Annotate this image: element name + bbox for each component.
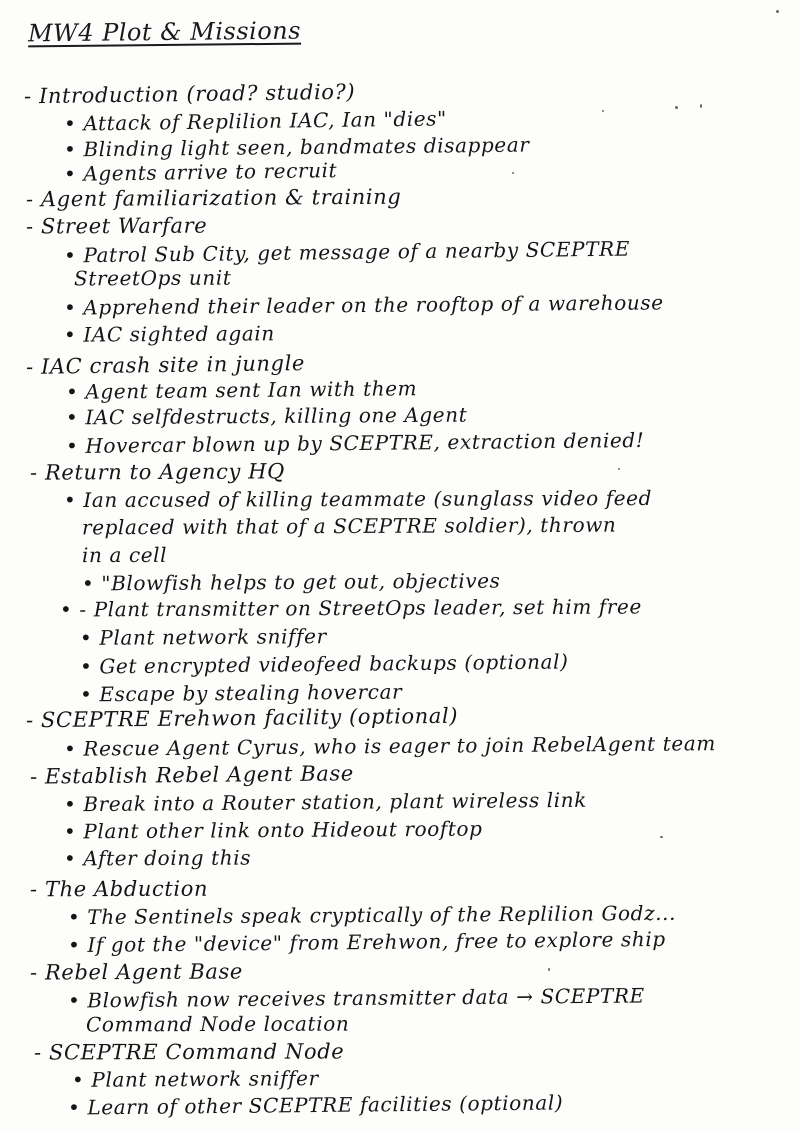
note-line: - SCEPTRE Erehwon facility (optional) [25, 703, 459, 733]
note-line: • Break into a Router station, plant wireless link [63, 787, 588, 817]
note-line: - The Abduction [29, 876, 209, 902]
scan-speck [618, 468, 620, 470]
note-line: • Apprehend their leader on the rooftop of a warehouse [63, 290, 664, 320]
note-line: • Plant other link onto Hideout rooftop [63, 816, 483, 844]
scan-speck [675, 106, 678, 109]
scan-speck [602, 110, 604, 112]
note-line: • Ian accused of killing teammate (sunglass video feed [63, 485, 653, 513]
note-line: • Blinding light seen, bandmates disappear [63, 132, 530, 162]
note-line: • Rescue Agent Cyrus, who is eager to join RebelAgent team [63, 731, 716, 761]
note-line: in a cell [81, 542, 168, 568]
note-line: • Hovercar blown up by SCEPTRE, extraction denied! [65, 427, 645, 459]
note-line: • If got the "device" from Erehwon, free to explore ship [67, 926, 666, 958]
note-line: - Agent familiarization & training [25, 184, 402, 212]
note-line: • "Blowfish helps to get out, objectives [81, 568, 501, 596]
scan-speck [700, 104, 702, 108]
note-line: StreetOps unit [73, 265, 232, 291]
note-line: - Introduction (road? studio?) [23, 79, 356, 109]
note-line: Command Node location [85, 1011, 350, 1037]
note-line: • Learn of other SCEPTRE facilities (optional) [67, 1090, 564, 1120]
note-line: - SCEPTRE Command Node [33, 1039, 345, 1065]
page-title: MW4 Plot & Missions [27, 16, 302, 48]
note-line: • Plant network sniffer [79, 624, 327, 650]
scan-speck [776, 10, 779, 13]
note-line: • After doing this [63, 845, 252, 871]
note-line: • Agent team sent Ian with them [65, 376, 418, 404]
note-line: - IAC crash site in jungle [25, 351, 306, 379]
note-line: • Patrol Sub City, get message of a nearby SCEPTRE [63, 236, 631, 268]
note-line: • IAC selfdestructs, killing one Agent [65, 402, 468, 430]
note-line: • Plant network sniffer [71, 1066, 319, 1092]
note-line: • Blowfish now receives transmitter data → SCEPTRE [67, 983, 645, 1013]
note-line: - Street Warfare [25, 213, 208, 239]
note-line: - Rebel Agent Base [29, 959, 243, 985]
note-line: - Return to Agency HQ [29, 459, 286, 485]
scan-speck [660, 836, 663, 838]
scan-speck [512, 172, 514, 174]
note-line: • - Plant transmitter on StreetOps leader, set him free [59, 594, 642, 622]
note-line: • IAC sighted again [63, 321, 275, 347]
note-line: replaced with that of a SCEPTRE soldier), thrown [81, 512, 617, 540]
note-line: • Agents arrive to recruit [63, 158, 338, 186]
note-line: - Establish Rebel Agent Base [29, 761, 354, 789]
scan-speck [548, 968, 550, 971]
note-line: • Escape by stealing hovercar [79, 679, 403, 707]
note-line: • The Sentinels speak cryptically of the Replilion Godz... [67, 900, 677, 930]
note-line: • Get encrypted videofeed backups (optional) [79, 649, 569, 679]
note-line: • Attack of Replilion IAC, Ian "dies" [63, 106, 448, 136]
